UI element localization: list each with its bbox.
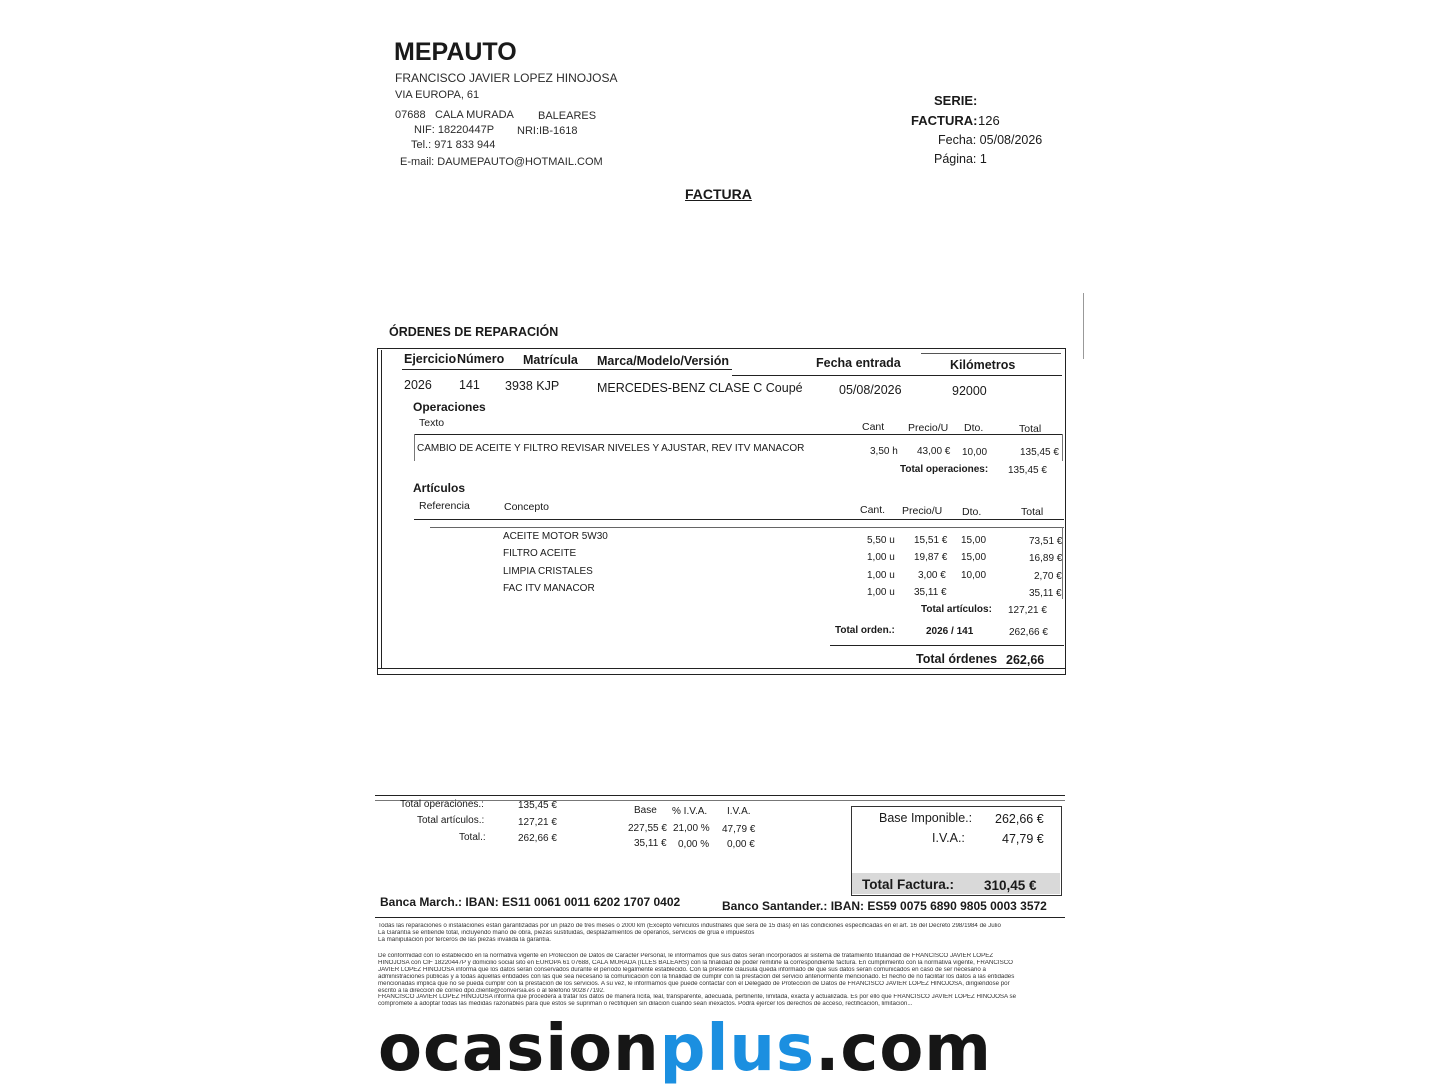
box-base-label: Base Imponible.: — [879, 811, 973, 825]
total-ordenes-value: 262,66 — [1006, 653, 1045, 667]
company-owner: FRANCISCO JAVIER LOPEZ HINOJOSA — [395, 71, 618, 85]
art-item-precio: 3,00 € — [918, 570, 946, 581]
vat-row-pct: 0,00 % — [678, 839, 710, 850]
company-nri: NRI:IB-1618 — [517, 125, 578, 137]
banks-rule — [375, 917, 1065, 918]
sum-ops-label: Total operaciones.: — [400, 799, 484, 810]
watermark-part-ocasion: ocasion — [378, 1012, 660, 1086]
vat-row-pct: 21,00 % — [673, 823, 710, 834]
op-item-total: 135,45 € — [1020, 447, 1059, 458]
vat-col-iva: I.V.A. — [727, 806, 751, 817]
sum-arts-value: 127,21 € — [518, 817, 557, 828]
order-marca: MERCEDES-BENZ CLASE C Coupé — [597, 381, 803, 395]
box-total-value: 310,45 € — [984, 878, 1037, 893]
watermark-part-com: .com — [815, 1012, 992, 1086]
sum-ops-value: 135,45 € — [518, 800, 557, 811]
box-iva-value: 47,79 € — [1002, 832, 1044, 846]
vat-row-base: 35,11 € — [634, 838, 667, 849]
col-fecha-entrada-header: Fecha entrada — [816, 356, 901, 370]
art-col-concepto: Concepto — [504, 501, 549, 513]
orders-section-title: ÓRDENES DE REPARACIÓN — [389, 325, 559, 339]
art-col-dto: Dto. — [962, 506, 982, 518]
legal-privacy-line: JAVIER LOPEZ HINOJOSA informa que los datos serán conservados durante el período legalmente establecido. Con la presente cláusula queda informado de que sus datos serán comunicados en caso de ser necesario a — [378, 966, 986, 973]
invoice-date: Fecha: 05/08/2026 — [938, 133, 1043, 147]
ocasionplus-watermark — [378, 1014, 992, 1084]
box-total-label: Total Factura.: — [862, 877, 955, 892]
col-numero-header: Número — [457, 352, 505, 366]
art-item-total: 16,89 € — [1029, 553, 1063, 564]
legal-privacy-line: administraciones públicas y a todas aquellas entidades con las que sea necesario la comunicación con la finalidad de cumplir con la prestación del servicio anteriormente mencionado. El hecho de no facilitar los datos a las entidades — [378, 973, 1015, 980]
op-header-rule — [414, 434, 1062, 435]
order-header-rule-right — [732, 375, 1062, 376]
order-matricula: 3938 KJP — [505, 379, 560, 393]
col-ejercicio-header: Ejercicio — [404, 352, 457, 366]
art-header-rule-2 — [430, 527, 1064, 528]
orders-bottom-rule — [377, 668, 1065, 669]
col-marca-header: Marca/Modelo/Versión — [597, 354, 729, 368]
art-col-precio: Precio/U — [902, 505, 943, 517]
art-total-label: Total artículos: — [921, 604, 992, 615]
company-name: MEPAUTO — [394, 38, 517, 66]
legal-privacy-line: compromete a adoptar todas las medidas razonables para que estos se supriman o rectifiquen sin dilación cuando sean inexactos. Podrá ejercer los derechos de acceso, rectificación, limitación... — [378, 1001, 913, 1008]
order-fecha-entrada: 05/08/2026 — [839, 383, 902, 397]
col-matricula-header: Matrícula — [523, 353, 578, 367]
order-kilometros: 92000 — [952, 384, 987, 398]
total-ordenes-label: Total órdenes — [916, 652, 998, 666]
legal-guarantee-line: Todas las reparaciones o instalaciones están garantizadas por un plazo de tres meses o 2000 km (Excepto vehículos industriales que será de 15 días) en las condiciones especificadas en el art. 16 del Decreto 298/1984 de Julio — [378, 923, 1001, 929]
box-iva-label: I.V.A.: — [932, 831, 965, 845]
company-email: E-mail: DAUMEPAUTO@HOTMAIL.COM — [400, 156, 603, 168]
vat-row-base: 227,55 € — [628, 823, 667, 834]
op-item-dto: 10,00 — [962, 447, 988, 458]
art-total-value: 127,21 € — [1008, 605, 1047, 616]
sum-total-value: 262,66 € — [518, 833, 557, 844]
art-item-total: 73,51 € — [1029, 536, 1063, 547]
vat-row-iva: 0,00 € — [727, 839, 755, 850]
op-col-precio: Precio/U — [908, 422, 949, 434]
art-col-cant: Cant. — [860, 504, 886, 516]
art-item-precio: 19,87 € — [914, 552, 948, 563]
scan-artifact-line — [1083, 293, 1084, 359]
op-item-cant: 3,50 h — [870, 446, 898, 457]
legal-privacy-line: mencionadas implica que no se pueda cumplir con la prestación de los servicios. A su vez, le informamos que puede contactar con el Delegado de Protección de Datos de FRANCISCO JAVIER LOPEZ HINOJOSA, dirigiéndose por — [378, 980, 1010, 987]
art-item-total: 2,70 € — [1034, 571, 1062, 582]
order-ejercicio: 2026 — [404, 378, 432, 392]
total-orden-rule — [830, 645, 1064, 646]
bank-march: Banca March.: IBAN: ES11 0061 0011 6202 1707 0402 — [380, 895, 681, 909]
sum-arts-label: Total artículos.: — [417, 815, 485, 826]
legal-privacy-line: De conformidad con lo establecido en la normativa vigente en Protección de Datos de Carácter Personal, le informamos que sus datos serán incorporados al sistema de tratamiento titularidad de FRANCISCO JAVIER LOPEZ — [378, 953, 994, 959]
op-col-total: Total — [1019, 423, 1042, 435]
company-nif: NIF: 18220447P — [414, 124, 495, 136]
col-kilometros-header: Kilómetros — [950, 358, 1016, 372]
legal-privacy-line: HINOJOSA con CIF 18220447P y domicilio social sito en EUROPA 61 07688, CALA MURADA (ILLES BALEARS) con la finalidad de poder remitirle la correspondiente factura. En cumplimiento con la normativa vigente, FRANCISCO — [378, 959, 1013, 966]
legal-privacy-line: FRANCISCO JAVIER LOPEZ HINOJOSA informa que procederá a tratar los datos de manera lícita, leal, transparente, adecuada, pertinente, limitada, exacta y actualizada. Es por ello que FRANCISCO JAVIER LOPEZ HINOJOSA se — [378, 994, 1017, 1001]
art-item-dto: 15,00 — [961, 552, 987, 563]
order-header-top-rule — [921, 353, 1061, 354]
operaciones-title: Operaciones — [413, 400, 486, 414]
company-city: CALA MURADA — [435, 109, 514, 121]
company-province: BALEARES — [538, 110, 597, 122]
order-numero: 141 — [459, 378, 480, 392]
op-col-cant: Cant — [862, 421, 885, 433]
total-orden-value: 262,66 € — [1009, 627, 1048, 638]
op-total-label: Total operaciones: — [900, 464, 989, 475]
watermark-part-plus: plus — [659, 1012, 816, 1086]
legal-guarantee — [378, 923, 1058, 944]
page-number: Página: 1 — [934, 152, 987, 166]
company-address: VIA EUROPA, 61 — [395, 89, 480, 101]
art-item-dto: 15,00 — [961, 535, 987, 546]
vat-col-base: Base — [634, 805, 657, 816]
company-postal-code: 07688 — [395, 109, 426, 121]
art-item-cant: 1,00 u — [867, 552, 895, 563]
op-table-right-rule — [1062, 434, 1063, 461]
art-item-total: 35,11 € — [1029, 588, 1062, 599]
serie-label: SERIE: — [934, 93, 978, 108]
op-table-left-rule — [414, 434, 415, 461]
total-orden-label: Total orden.: — [835, 625, 895, 636]
op-item-texto: CAMBIO DE ACEITE Y FILTRO REVISAR NIVELES Y AJUSTAR, REV ITV MANACOR — [417, 443, 805, 454]
legal-privacy-line: escrito a la dirección de correo dpo.cliente@conversia.es o al teléfono 902877192. — [378, 987, 605, 994]
art-header-rule — [414, 519, 1064, 520]
box-base-value: 262,66 € — [995, 812, 1044, 826]
art-item-concepto: FAC ITV MANACOR — [503, 583, 595, 594]
total-orden-ref: 2026 / 141 — [926, 626, 974, 637]
art-col-total: Total — [1021, 506, 1044, 518]
op-col-texto: Texto — [419, 417, 445, 429]
summary-top-rule — [375, 795, 1065, 796]
document-title: FACTURA — [685, 186, 752, 202]
legal-guarantee-line: La Garantía se entiende total, incluyendo mano de obra, piezas sustituidas, desplazamientos de operarios, servicios de grúa e impuestos — [378, 929, 755, 936]
art-item-dto: 10,00 — [961, 570, 987, 581]
orders-inner-left-rule — [381, 350, 382, 668]
art-item-cant: 1,00 u — [867, 587, 895, 598]
articulos-title: Artículos — [413, 481, 466, 495]
factura-number: 126 — [978, 113, 1000, 128]
vat-col-pct: % I.V.A. — [672, 806, 708, 817]
op-col-dto: Dto. — [964, 422, 984, 434]
op-item-precio: 43,00 € — [917, 446, 951, 457]
bank-santander: Banco Santander.: IBAN: ES59 0075 6890 9805 0003 3572 — [722, 899, 1047, 913]
legal-privacy — [378, 953, 1058, 1008]
art-item-concepto: LIMPIA CRISTALES — [503, 566, 593, 577]
factura-label: FACTURA: — [911, 113, 978, 128]
art-item-concepto: ACEITE MOTOR 5W30 — [503, 531, 608, 542]
art-item-cant: 1,00 u — [867, 570, 895, 581]
art-col-referencia: Referencia — [419, 500, 470, 512]
art-item-concepto: FILTRO ACEITE — [503, 548, 577, 559]
vat-row-iva: 47,79 € — [722, 824, 756, 835]
sum-total-label: Total.: — [459, 832, 486, 843]
art-item-precio: 15,51 € — [914, 535, 948, 546]
company-tel: Tel.: 971 833 944 — [411, 139, 496, 151]
order-header-rule — [402, 369, 732, 370]
op-total-value: 135,45 € — [1008, 465, 1047, 476]
legal-guarantee-line: La manipulación por terceros de las piezas invalida la garantía. — [378, 936, 552, 943]
art-item-precio: 35,11 € — [914, 587, 947, 598]
art-item-cant: 5,50 u — [867, 535, 895, 546]
